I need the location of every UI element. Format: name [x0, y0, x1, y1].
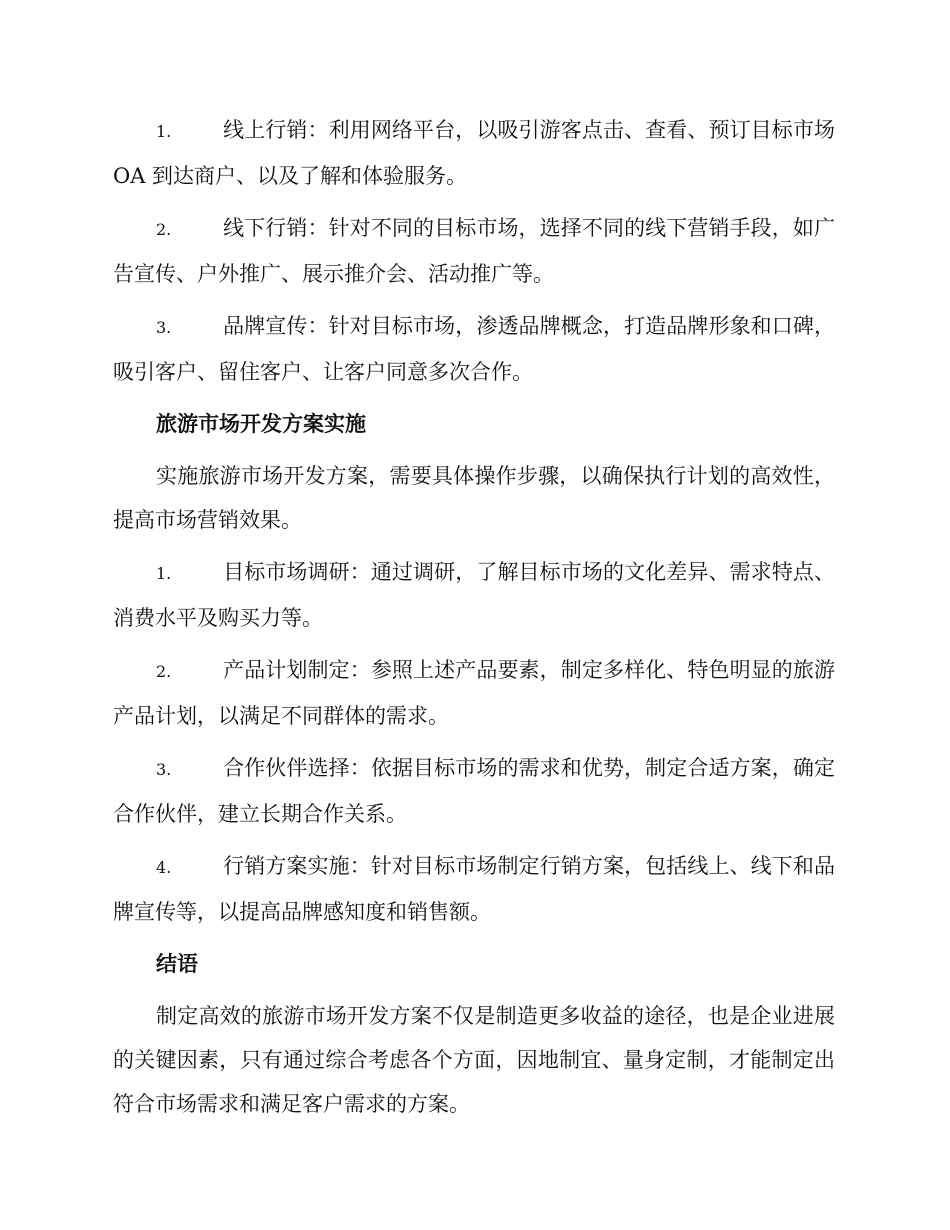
list-item: 2. 线下行销：针对不同的目标市场，选择不同的线下营销手段，如广告宣传、户外推广、展示推介会、活动推广等。 [113, 216, 835, 286]
section-heading: 旅游市场开发方案实施 [156, 411, 366, 436]
list-item: 2. 产品计划制定：参照上述产品要素，制定多样化、特色明显的旅游产品计划，以满足不同群体的需求。 [113, 658, 835, 728]
list-item: 3. 品牌宣传：针对目标市场，渗透品牌概念，打造品牌形象和口碑，吸引客户、留住客户、让客户同意多次合作。 [113, 314, 835, 384]
list-item-text: 合作伙伴选择：依据目标市场的需求和优势，制定合适方案，确定合作伙伴，建立长期合作关系。 [113, 756, 835, 826]
list-item: 3. 合作伙伴选择：依据目标市场的需求和优势，制定合适方案，确定合作伙伴，建立长期合作关系。 [113, 756, 835, 826]
list-item-text: 行销方案实施：针对目标市场制定行销方案，包括线上、线下和品牌宣传等，以提高品牌感知度和销售额。 [113, 854, 835, 924]
list-item: 4. 行销方案实施：针对目标市场制定行销方案，包括线上、线下和品牌宣传等，以提高品牌感知度和销售额。 [113, 854, 835, 924]
list-item: 1. 目标市场调研：通过调研，了解目标市场的文化差异、需求特点、消费水平及购买力等。 [113, 560, 835, 630]
body-paragraph: 制定高效的旅游市场开发方案不仅是制造更多收益的途径，也是企业进展的关键因素，只有通过综合考虑各个方面，因地制宜、量身定制，才能制定出符合市场需求和满足客户需求的方案。 [113, 1004, 835, 1116]
list-item-text: 产品计划制定：参照上述产品要素，制定多样化、特色明显的旅游产品计划，以满足不同群体的需求。 [113, 658, 835, 728]
document-content [113, 108, 835, 1134]
list-item-text: 品牌宣传：针对目标市场，渗透品牌概念，打造品牌形象和口碑，吸引客户、留住客户、让客户同意多次合作。 [113, 314, 835, 384]
list-item-text: 目标市场调研：通过调研，了解目标市场的文化差异、需求特点、消费水平及购买力等。 [113, 560, 835, 630]
list-item-text: 线上行销：利用网络平台，以吸引游客点击、查看、预订目标市场 OA 到达商户、以及了解和体验服务。 [113, 118, 835, 188]
list-item: 1. 线上行销：利用网络平台，以吸引游客点击、查看、预订目标市场 OA 到达商户、以及了解和体验服务。 [113, 118, 835, 188]
list-item-text: 线下行销：针对不同的目标市场，选择不同的线下营销手段，如广告宣传、户外推广、展示推介会、活动推广等。 [113, 216, 835, 286]
body-paragraph: 实施旅游市场开发方案，需要具体操作步骤，以确保执行计划的高效性，提高市场营销效果。 [113, 464, 835, 532]
section-heading: 结语 [156, 951, 198, 976]
